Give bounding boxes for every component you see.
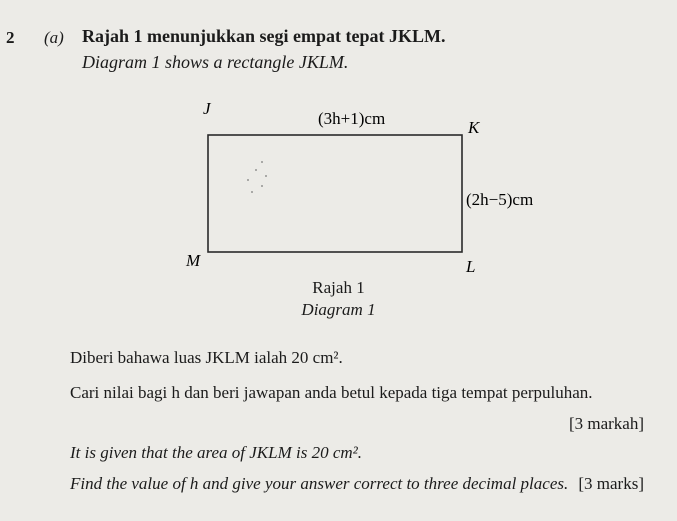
vertex-label-l: L	[466, 257, 476, 276]
top-side-length: (3h+1)cm	[318, 109, 386, 128]
rectangle-jklm	[208, 135, 462, 252]
vertex-label-m: M	[186, 251, 201, 270]
given-area-malay: Diberi bahawa luas JKLM ialah 20 cm².	[70, 348, 343, 367]
intro-english: Diagram 1 shows a rectangle JKLM.	[82, 52, 349, 72]
marks-malay: [3 markah]	[568, 414, 644, 433]
marks-english: [3 marks]	[578, 474, 644, 493]
diagram-caption-english: Diagram 1	[301, 300, 376, 319]
intro-malay: Rajah 1 menunjukkan segi empat tepat JKLM.	[82, 26, 446, 46]
task-malay: Cari nilai bagi h dan beri jawapan anda betul kepada tiga tempat perpuluhan.	[70, 383, 593, 402]
question-part: (a)	[44, 28, 64, 47]
task-english: Find the value of h and give your answer correct to three decimal places.	[70, 474, 569, 493]
vertex-label-k: K	[468, 118, 480, 137]
pencil-marks	[247, 161, 267, 193]
given-area-english: It is given that the area of JKLM is 20 cm².	[70, 443, 363, 462]
question-number: 2	[6, 28, 15, 47]
diagram-caption-malay: Rajah 1	[312, 278, 365, 297]
vertex-label-j: J	[203, 99, 211, 118]
right-side-length: (2h−5)cm	[466, 190, 534, 209]
